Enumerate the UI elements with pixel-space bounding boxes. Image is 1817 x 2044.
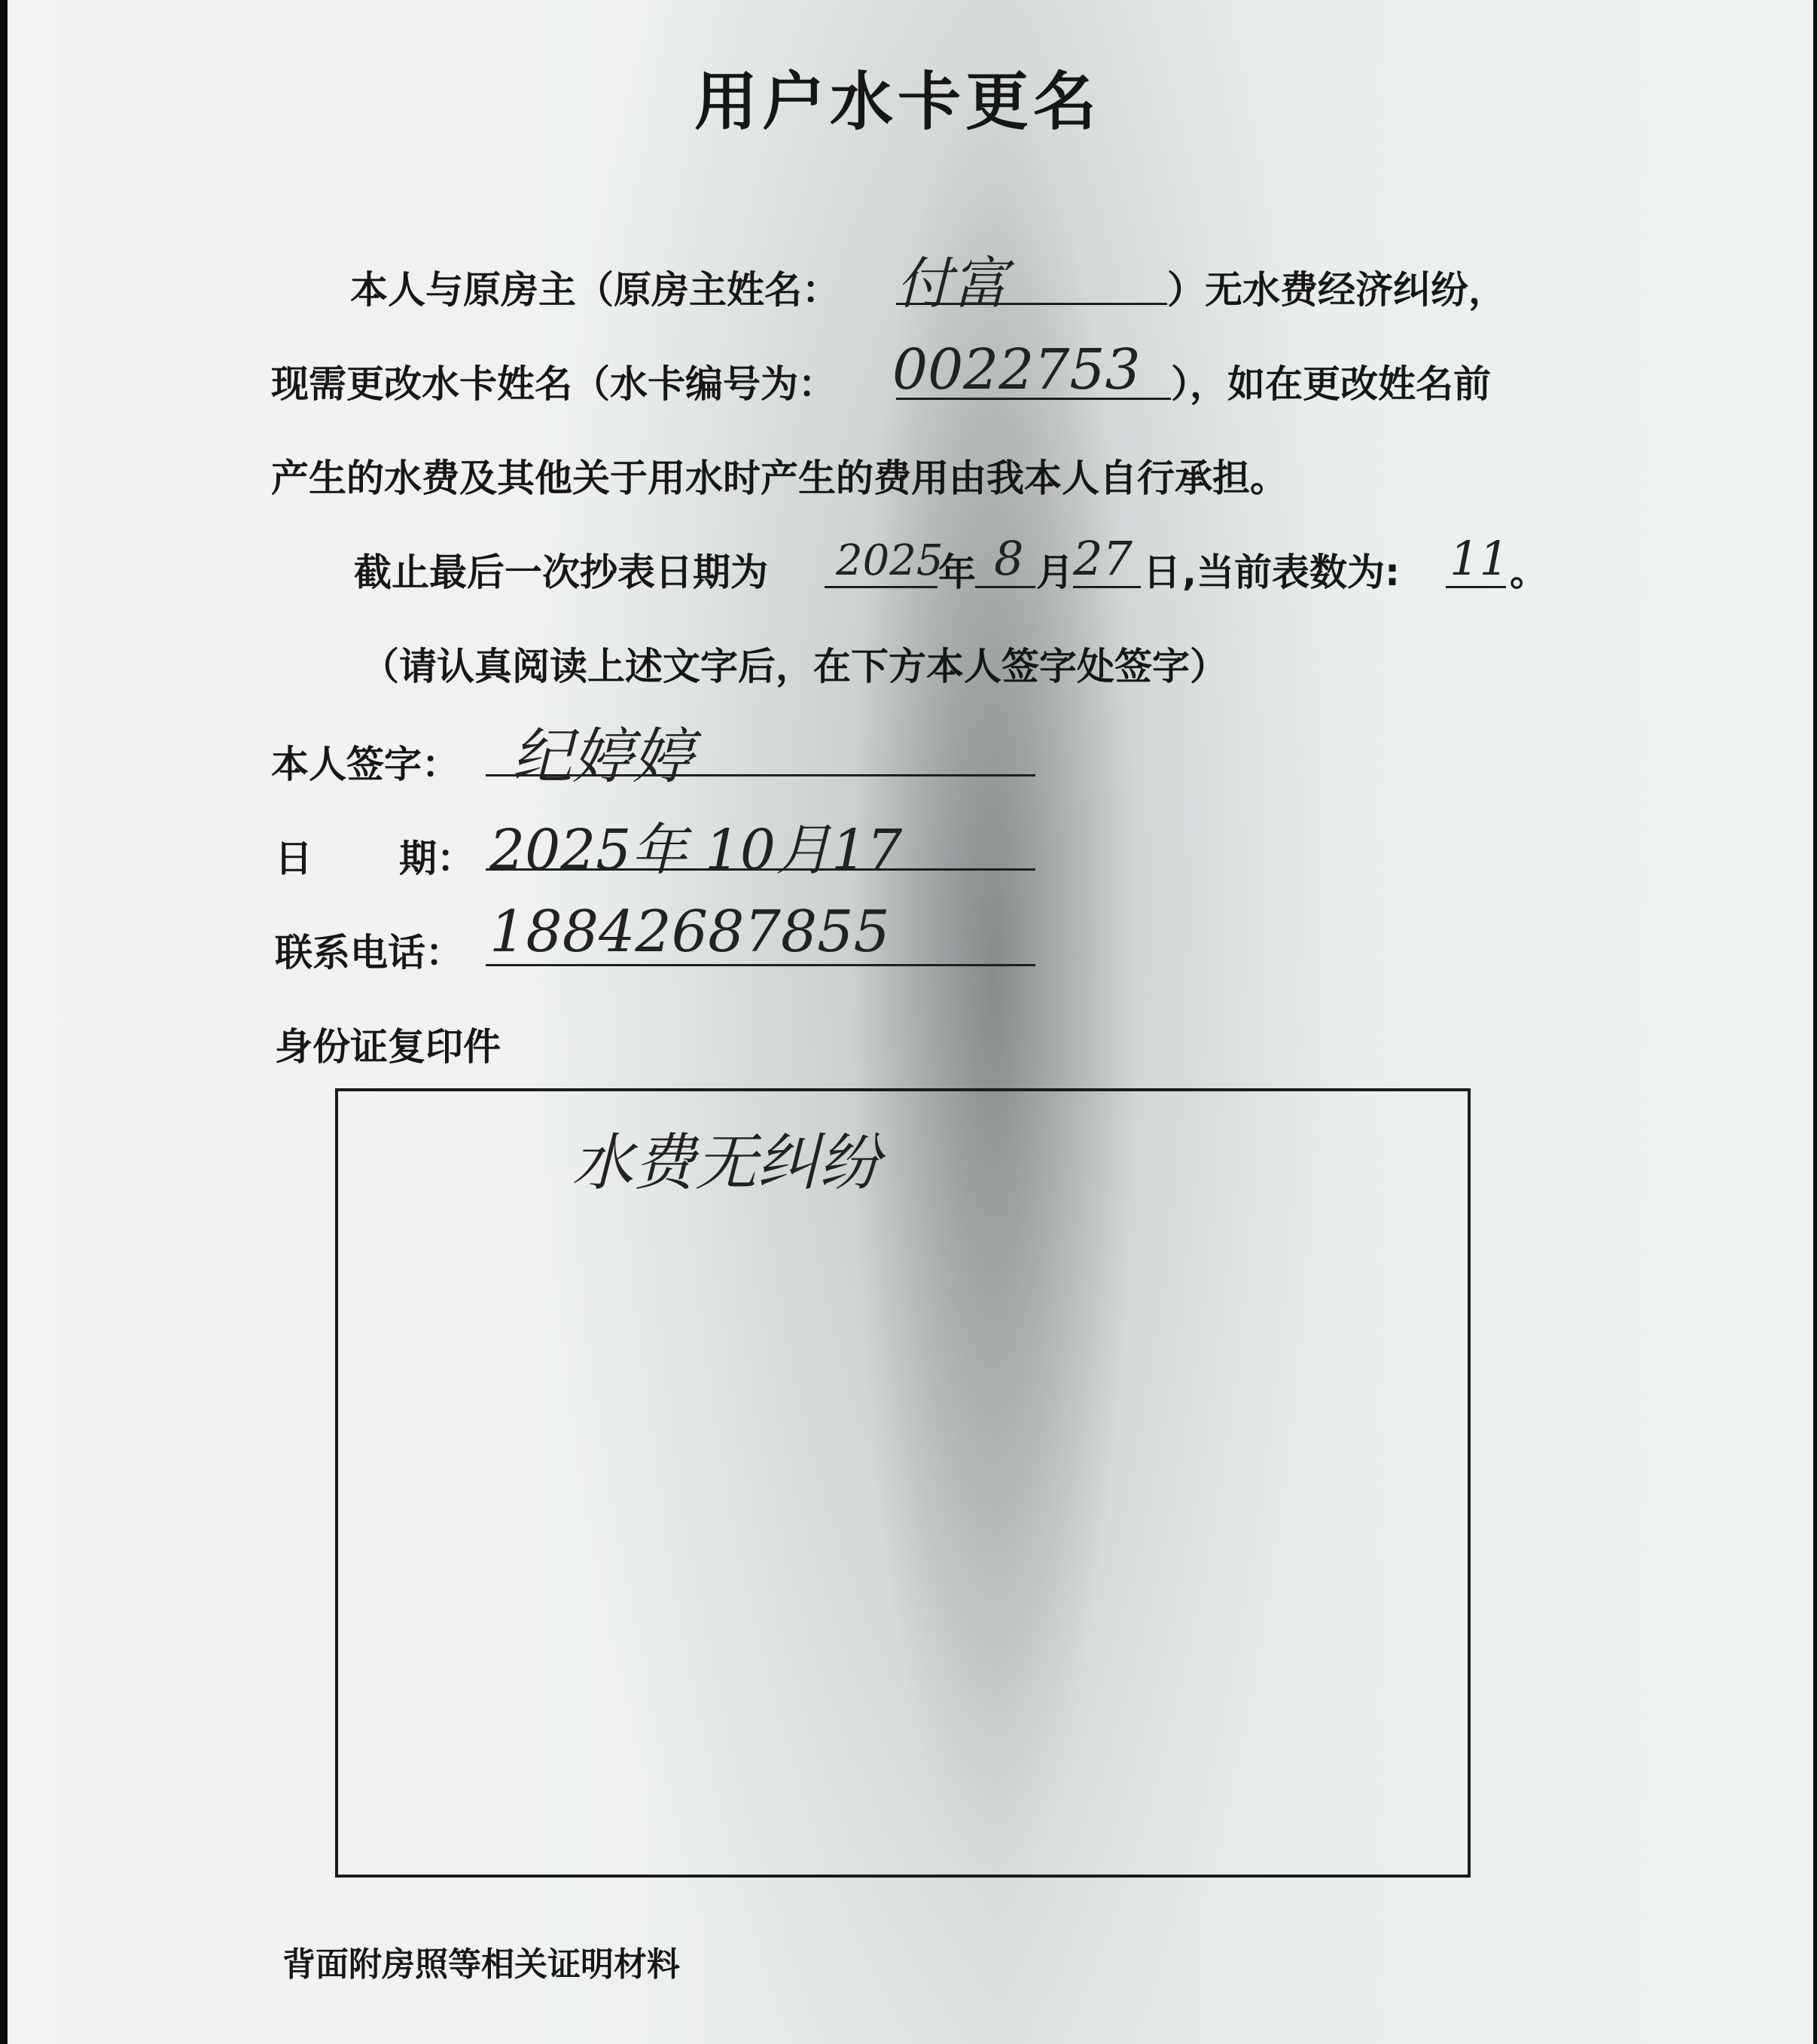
meter-label: ,当前表数为: [1182,551,1400,594]
reading-year: 2025 [836,536,944,585]
statement-line2-prefix: 现需更改水卡姓名（水卡编号为： [271,362,836,406]
date-label-char1: 日 [275,837,312,880]
page-title: 用户水卡更名 [694,65,1102,139]
id-copy-box [335,1088,1471,1878]
period: 。 [1510,551,1547,594]
month-char: 月 [1036,551,1074,594]
statement-line1-prefix: 本人与原房主（原房主姓名： [350,268,840,312]
date-underline [486,868,1035,871]
date-label-char2: 期： [399,837,474,880]
signature-underline [486,774,1035,776]
statement-line1-suffix: ）无水费经济纠纷， [1167,268,1506,312]
meter-value-underline [1446,586,1506,588]
meter-value: 11 [1450,531,1509,586]
previous-owner-underline [896,303,1167,305]
year-char: 年 [938,551,976,594]
signature-value: 纪婷婷 [512,722,693,792]
reading-date-prefix: 截止最后一次抄表日期为 [354,551,768,594]
signature-label: 本人签字： [271,743,459,786]
phone-value: 18842687855 [489,898,890,965]
phone-label: 联系电话： [275,931,463,975]
previous-owner-name: 付富 [896,252,1008,316]
footer-note: 背面附房照等相关证明材料 [282,1945,680,1984]
water-card-number: 0022753 [892,337,1141,402]
day-char: 日 [1143,551,1181,594]
phone-underline [486,964,1035,966]
reading-month: 8 [994,531,1024,586]
instruction-text: （请认真阅读上述文字后，在下方本人签字处签字） [361,645,1227,688]
reading-day-underline [1073,586,1141,588]
reading-day: 27 [1073,531,1133,586]
card-number-underline [896,398,1171,400]
document-page [8,0,1813,2044]
reading-month-underline [975,586,1035,588]
reading-year-underline [825,586,937,588]
statement-line3: 产生的水费及其他关于用水时产生的费用由我本人自行承担。 [271,456,1288,500]
id-copy-label: 身份证复印件 [275,1025,501,1069]
date-value: 2025年 10月17 [489,818,903,883]
statement-line2-suffix: ），如在更改姓名前 [1171,362,1491,406]
id-copy-note: 水费无纠纷 [572,1127,880,1199]
